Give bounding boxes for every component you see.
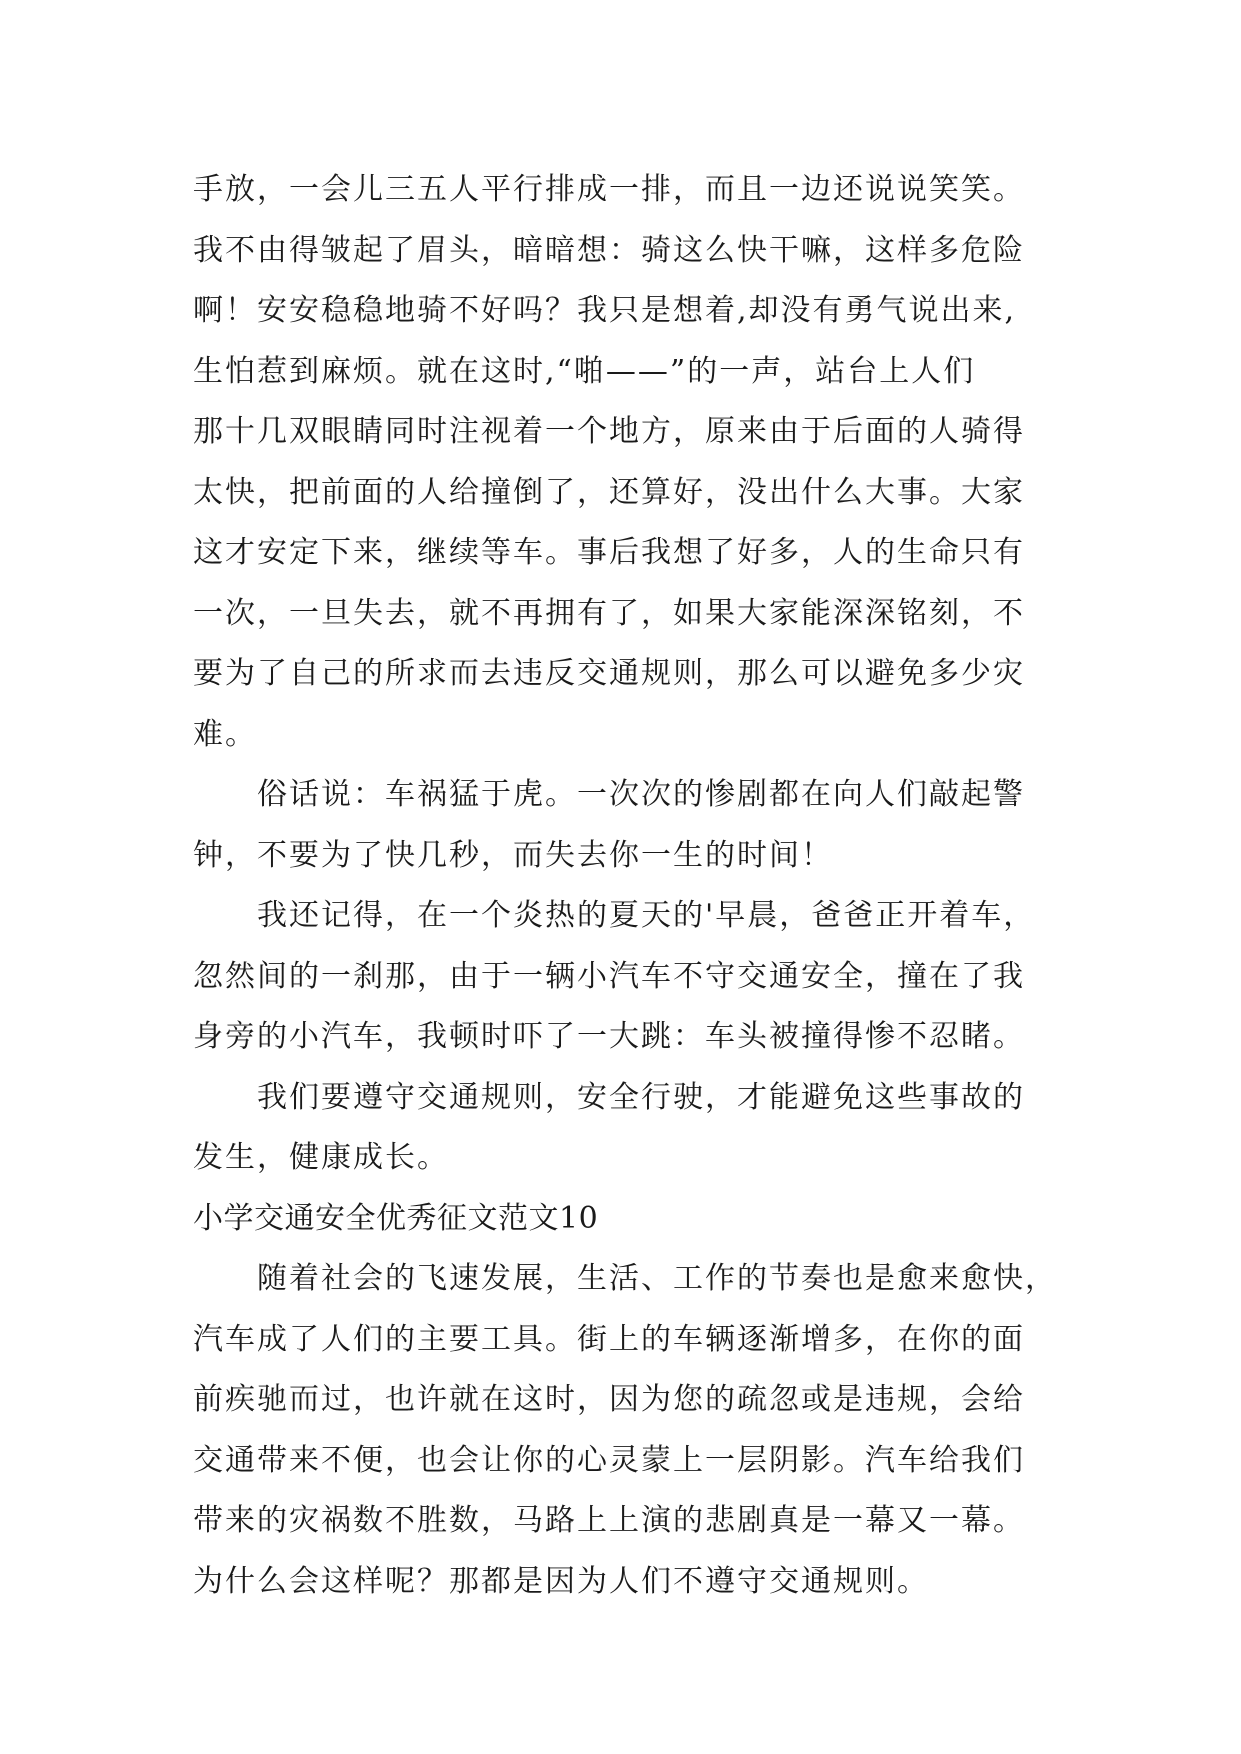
text-line: 要为了自己的所求而去违反交通规则，那么可以避免多少灾 <box>193 656 1025 691</box>
text-line: 汽车成了人们的主要工具。街上的车辆逐渐增多，在你的面 <box>193 1321 1025 1357</box>
text-line: 那十几双眼睛同时注视着一个地方，原来由于后面的人骑得 <box>193 414 1025 449</box>
text-line: 我不由得皱起了眉头，暗暗想：骑这么快干嘛，这样多危险 <box>193 232 1025 268</box>
text-line: 俗话说：车祸猛于虎。一次次的惨剧都在向人们敲起警 <box>193 777 1025 812</box>
text-line: 生怕惹到麻烦。就在这时,“啪——”的一声，站台上人们 <box>193 353 976 389</box>
text-line: 这才安定下来，继续等车。事后我想了好多，人的生命只有 <box>193 535 1025 570</box>
text-line: 忽然间的一刹那，由于一辆小汽车不守交通安全，撞在了我 <box>193 958 1025 994</box>
text-line: 一次，一旦失去，就不再拥有了，如果大家能深深铭刻，不 <box>193 595 1025 631</box>
text-line: 交通带来不便，也会让你的心灵蒙上一层阴影。汽车给我们 <box>193 1442 1025 1478</box>
text-line: 钟，不要为了快几秒，而失去你一生的时间！ <box>193 837 833 873</box>
text-line: 随着社会的飞速发展，生活、工作的节奏也是愈来愈快， <box>193 1261 1057 1296</box>
text-line: 手放，一会儿三五人平行排成一排，而且一边还说说笑笑。 <box>193 172 1025 207</box>
text-line: 我还记得，在一个炎热的夏天的'早晨，爸爸正开着车， <box>193 898 1036 933</box>
text-line: 太快，把前面的人给撞倒了，还算好，没出什么大事。大家 <box>193 474 1025 510</box>
document-body <box>193 160 1073 1612</box>
text-line: 我们要遵守交通规则，安全行驶，才能避免这些事故的 <box>193 1079 1025 1115</box>
text-line: 啊！安安稳稳地骑不好吗？我只是想着,却没有勇气说出来, <box>193 293 1017 328</box>
text-line: 发生，健康成长。 <box>193 1140 449 1175</box>
text-line: 带来的灾祸数不胜数，马路上上演的悲剧真是一幕又一幕。 <box>193 1503 1025 1538</box>
text-line: 为什么会这样呢？那都是因为人们不遵守交通规则。 <box>193 1563 929 1599</box>
text-line: 身旁的小汽车，我顿时吓了一大跳：车头被撞得惨不忍睹。 <box>193 1019 1025 1054</box>
section-title: 小学交通安全优秀征文范文10 <box>193 1200 599 1236</box>
text-line: 前疾驰而过，也许就在这时，因为您的疏忽或是违规，会给 <box>193 1382 1025 1417</box>
text-line: 难。 <box>193 716 257 752</box>
